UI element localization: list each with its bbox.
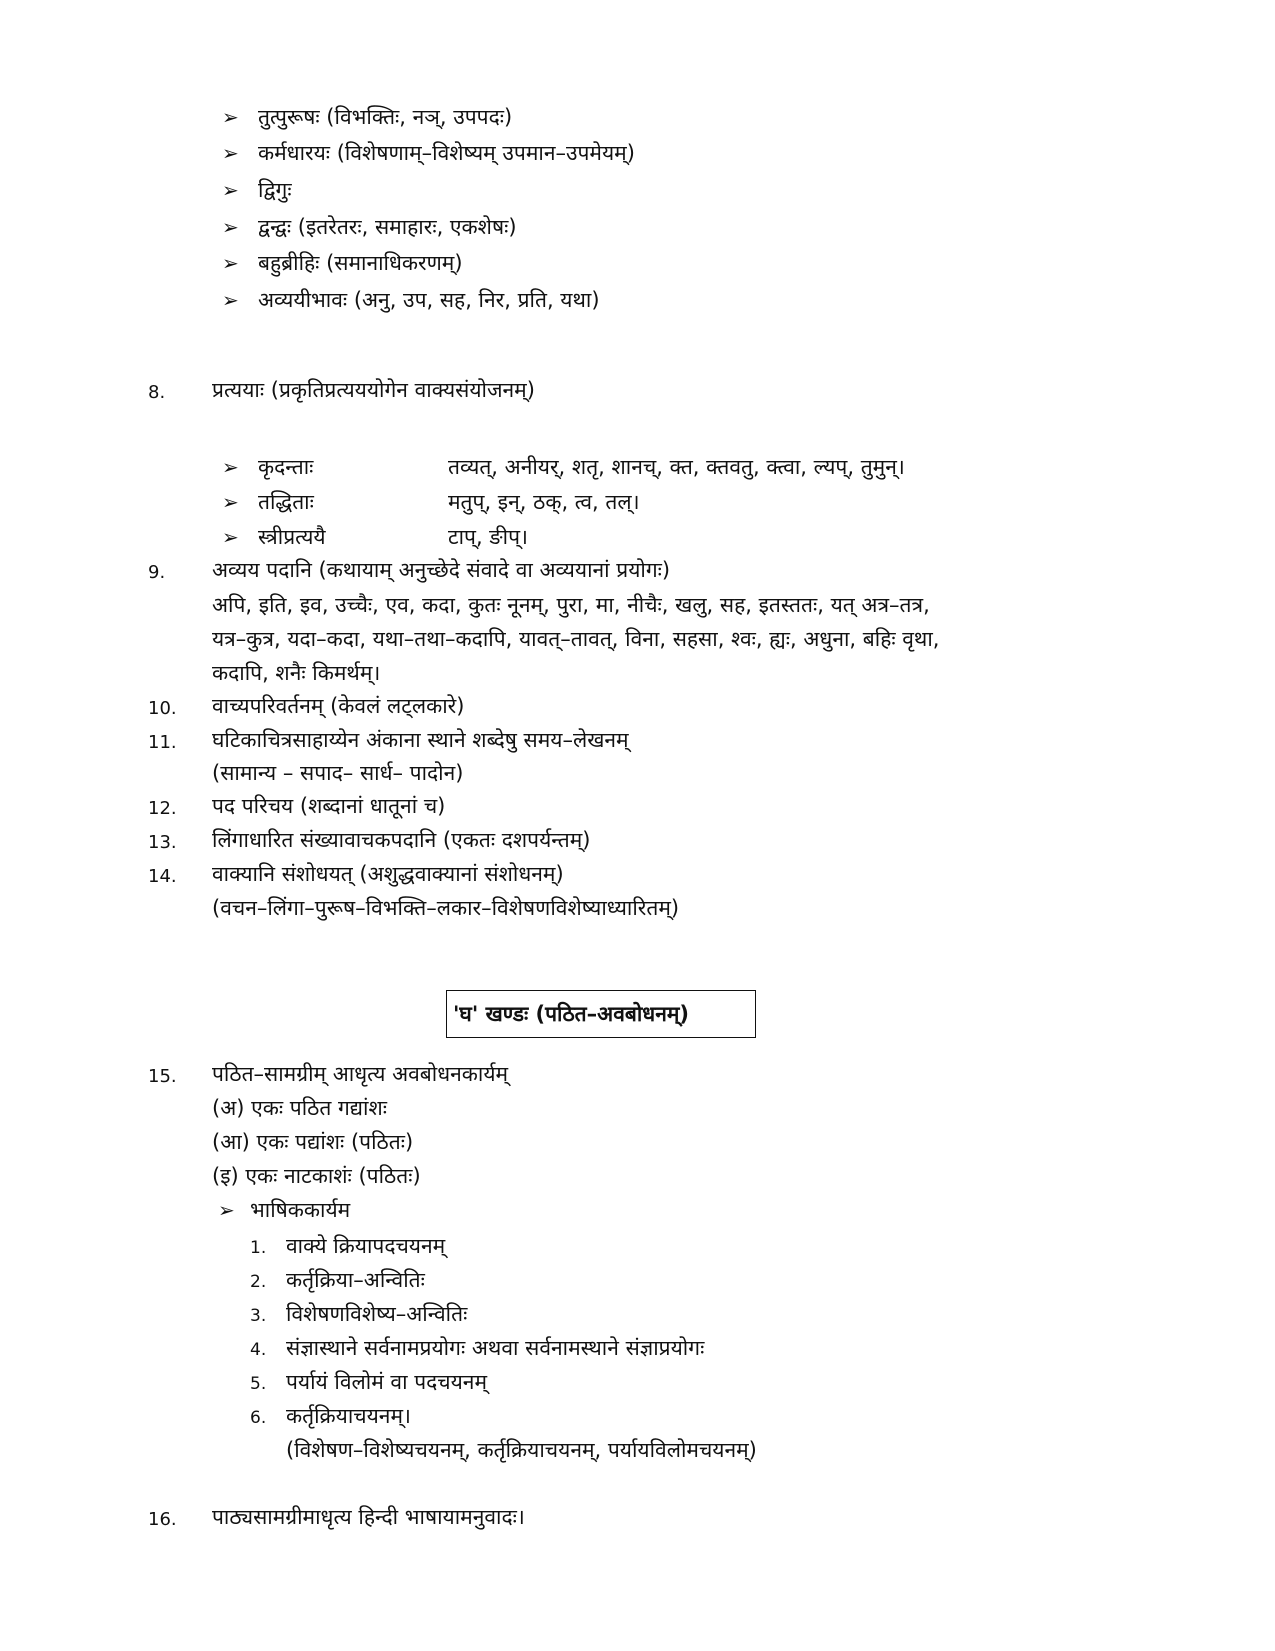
pratyaya-row: ➢ तद्धिताः (222, 487, 314, 517)
arrow-bullet-icon: ➢ (218, 1198, 235, 1222)
samasa-bullet: ➢ बहुब्रीहिः (समानाधिकरणम्) (222, 248, 463, 278)
samasa-bullet: ➢ कर्मधारयः (विशेषणाम्–विशेष्यम् उपमान–उपमेयम्) (222, 138, 635, 168)
item-9-line: यत्र–कुत्र, यदा–कदा, यथा–तथा–कदापि, यावत्–तावत्, विना, सहसा, श्वः, ह्यः, अधुना, बहिः वृथा, (212, 627, 940, 651)
item-9-title: अव्यय पदानि (कथायाम् अनुच्छेदे संवादे वा अव्ययानां प्रयोगः) (212, 558, 671, 582)
task-item: 3. विशेषणविशेष्य–अन्वितिः (250, 1302, 468, 1326)
item-number: 16. (148, 1509, 177, 1530)
tasks-note: (विशेषण–विशेष्यचयनम्, कर्तृक्रियाचयनम्, पर्यायविलोमचयनम्) (286, 1438, 757, 1462)
samasa-bullet: ➢ द्वन्द्वः (इतरेतरः, समाहारः, एकशेषः) (222, 212, 517, 242)
item-number: 13. (148, 832, 177, 853)
arrow-bullet-icon: ➢ (222, 490, 239, 514)
arrow-bullet-icon: ➢ (222, 525, 239, 549)
task-item: 1. वाक्ये क्रियापदचयनम् (250, 1234, 446, 1258)
arrow-bullet-icon: ➢ (222, 141, 239, 165)
arrow-bullet-icon: ➢ (222, 215, 239, 239)
item-number: 10. (148, 698, 177, 719)
item-16-title: पाठ्यसामग्रीमाधृत्य हिन्दी भाषायामनुवादः। (212, 1505, 525, 1529)
samasa-bullet: ➢ अव्ययीभावः (अनु, उप, सह, निर, प्रति, यथा) (222, 285, 600, 315)
arrow-bullet-icon: ➢ (222, 455, 239, 479)
item-14-sub: (वचन–लिंगा–पुरूष–विभक्ति–लकार–विशेषणविशेष्याध्यारितम्) (212, 896, 680, 920)
item-9-line: कदापि, शनैः किमर्थम्। (212, 661, 381, 685)
task-item: 5. पर्यायं विलोमं वा पदचयनम् (250, 1370, 488, 1394)
item-15-sub: (आ) एकः पद्यांशः (पठितः) (212, 1130, 414, 1154)
pratyaya-value: मतुप्, इन्, ठक्, त्व, तल्। (448, 490, 640, 514)
item-15-sub: (इ) एकः नाटकाशंः (पठितः) (212, 1164, 421, 1188)
item-13-title: लिंगाधारित संख्यावाचकपदानि (एकतः दशपर्यन्तम्) (212, 828, 591, 852)
item-number: 14. (148, 866, 177, 887)
item-8-title: प्रत्ययाः (प्रकृतिप्रत्यययोगेन वाक्यसंयोजनम्) (212, 378, 535, 402)
item-10-title: वाच्यपरिवर्तनम् (केवलं लट्लकारे) (212, 694, 465, 718)
item-9-line: अपि, इति, इव, उच्चैः, एव, कदा, कुतः नूनम्, पुरा, मा, नीचैः, खलु, सह, इतस्ततः, यत् अत्र–तत्र, (212, 593, 930, 617)
item-number: 8. (148, 382, 166, 403)
bhashik-bullet: ➢ भाषिककार्यम (218, 1195, 350, 1225)
pratyaya-row: ➢ स्त्रीप्रत्ययै (222, 522, 326, 552)
arrow-bullet-icon: ➢ (222, 178, 239, 202)
pratyaya-row: ➢ कृदन्ताः (222, 452, 313, 482)
arrow-bullet-icon: ➢ (222, 105, 239, 129)
task-item: 2. कर्तृक्रिया–अन्वितिः (250, 1268, 425, 1292)
task-item: 4. संज्ञास्थाने सर्वनामप्रयोगः अथवा सर्वनामस्थाने संज्ञाप्रयोगः (250, 1336, 705, 1360)
item-number: 9. (148, 562, 166, 583)
item-12-title: पद परिचय (शब्दानां धातूनां च) (212, 794, 446, 818)
item-14-title: वाक्यानि संशोधयत् (अशुद्धवाक्यानां संशोधनम्) (212, 862, 564, 886)
pratyaya-value: तव्यत्, अनीयर्, शतृ, शानच्, क्त, क्तवतु, क्त्वा, ल्यप्, तुमुन्। (448, 455, 905, 479)
item-15-title: पठित–सामग्रीम् आधृत्य अवबोधनकार्यम् (212, 1062, 509, 1086)
section-heading: 'घ' खण्डः (पठित–अवबोधनम्) (446, 990, 756, 1038)
item-15-sub: (अ) एकः पठित गद्यांशः (212, 1096, 387, 1120)
task-item: 6. कर्तृक्रियाचयनम्। (250, 1404, 411, 1428)
samasa-bullet: ➢ द्विगुः (222, 175, 292, 205)
arrow-bullet-icon: ➢ (222, 251, 239, 275)
item-11-sub: (सामान्य – सपाद– सार्ध– पादोन) (212, 761, 464, 785)
item-number: 12. (148, 798, 177, 819)
samasa-bullet: ➢ तुत्पुरूषः (विभक्तिः, नञ्, उपपदः) (222, 102, 512, 132)
item-11-title: घटिकाचित्रसाहाय्येन अंकाना स्थाने शब्देषु समय–लेखनम् (212, 728, 629, 752)
arrow-bullet-icon: ➢ (222, 288, 239, 312)
item-number: 11. (148, 732, 177, 753)
item-number: 15. (148, 1066, 177, 1087)
pratyaya-value: टाप्, ङीप्। (448, 525, 529, 549)
